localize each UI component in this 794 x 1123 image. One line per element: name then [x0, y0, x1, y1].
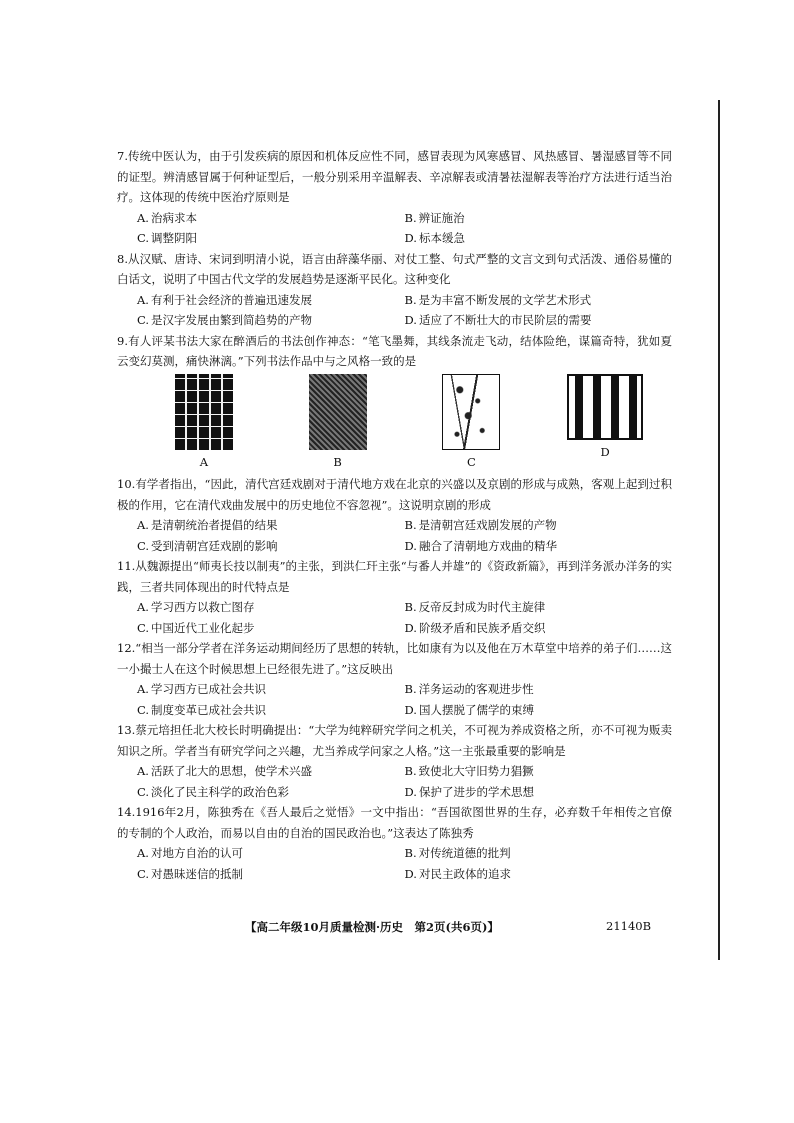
page-edge-line — [718, 100, 720, 960]
option-c[interactable] — [137, 782, 405, 803]
option-letter: C. — [137, 784, 150, 799]
question-10 — [117, 474, 672, 556]
calligraphy-sample-b[interactable] — [271, 374, 405, 473]
option-text: 标本缓急 — [418, 231, 465, 245]
paper-code: 21140B — [606, 919, 652, 933]
option-a[interactable] — [137, 597, 405, 618]
question-stem: 8.从汉赋、唐诗、宋词到明清小说，语言由辞藻华丽、对仗工整、句式严整的文言文到句式活泼、通俗易懂的白话文，说明了中国古代文学的发展趋势是逐渐平民化。这种变化 — [117, 251, 672, 286]
question-list — [117, 146, 672, 884]
option-letter: D. — [404, 702, 417, 717]
calligraphy-image-regular-script — [175, 374, 233, 450]
option-letter: D. — [404, 784, 417, 799]
option-text: 融合了清朝地方戏曲的精华 — [418, 538, 557, 553]
option-d[interactable] — [405, 228, 673, 249]
option-text: 是清朝宫廷戏剧发展的产物 — [418, 518, 557, 532]
option-d[interactable] — [405, 310, 673, 331]
option-a[interactable] — [137, 208, 405, 229]
option-letter: B. — [404, 600, 417, 614]
option-text: 制度变革已成社会共识 — [151, 702, 267, 717]
option-letter: B. — [404, 518, 417, 532]
option-letter: A. — [137, 682, 149, 696]
option-a[interactable] — [137, 761, 405, 782]
calligraphy-sample-d[interactable] — [538, 374, 672, 473]
option-letter: C. — [137, 313, 150, 327]
option-d[interactable] — [405, 782, 673, 803]
option-letter: C. — [137, 231, 150, 245]
option-text: 对地方自治的认可 — [150, 846, 243, 860]
option-text: 对民主政体的追求 — [418, 866, 511, 881]
question-9 — [117, 331, 672, 473]
option-letter: D. — [404, 538, 417, 553]
option-d[interactable] — [405, 536, 673, 557]
question-stem: 11.从魏源提出“师夷长技以制夷”的主张，到洪仁玕主张“与番人并雄”的《资政新篇》，再到洋务派办洋务的实践，三者共同体现出的时代特点是 — [117, 559, 672, 594]
option-letter: B. — [404, 210, 417, 225]
option-b[interactable] — [405, 597, 673, 618]
option-text: 对传统道德的批判 — [418, 846, 511, 860]
option-letter: C. — [137, 538, 150, 553]
question-stem: 14.1916年2月，陈独秀在《吾人最后之觉悟》一文中指出：“吾国欲图世界的生存，必弃数千年相传之官僚的专制的个人政治，而易以自由的自治的国民政治也。”这表达了陈独秀 — [117, 805, 672, 840]
option-text: 辨证施治 — [418, 210, 465, 225]
option-list — [117, 208, 672, 249]
question-11 — [117, 556, 672, 638]
calligraphy-image-cursive-script — [442, 374, 500, 450]
option-list — [117, 515, 672, 556]
option-c[interactable] — [137, 618, 405, 639]
option-letter: B. — [404, 764, 417, 778]
option-letter: A. — [137, 518, 149, 532]
option-text: 是清朝统治者提倡的结果 — [150, 518, 278, 532]
question-stem: 9.有人评某书法大家在醉酒后的书法创作神态：“笔飞墨舞，其线条流走飞动，结体险绝，谋篇奇特，犹如夏云变幻莫测，痛快淋漓。”下列书法作品中与之风格一致的是 — [117, 333, 672, 368]
question-12 — [117, 638, 672, 720]
calligraphy-sample-a[interactable] — [137, 374, 271, 473]
option-text: 中国近代工业化起步 — [151, 620, 255, 635]
calligraphy-image-bold-script — [567, 374, 643, 440]
option-letter: A. — [137, 846, 149, 860]
option-b[interactable] — [405, 761, 673, 782]
option-text: 保护了进步的学术思想 — [418, 784, 534, 799]
option-text: 阶级矛盾和民族矛盾交织 — [418, 620, 546, 635]
question-8 — [117, 249, 672, 331]
question-13 — [117, 720, 672, 802]
option-letter: C. — [137, 702, 150, 717]
calligraphy-samples — [117, 372, 672, 473]
option-letter: B. — [404, 292, 417, 307]
option-text: 学习西方已成社会共识 — [150, 682, 266, 696]
option-letter: D. — [404, 620, 417, 635]
option-letter: C. — [137, 620, 150, 635]
option-letter: A. — [137, 764, 149, 778]
option-letter: D. — [404, 231, 417, 245]
question-7 — [117, 146, 672, 249]
calligraphy-sample-c[interactable] — [405, 374, 539, 473]
option-text: 受到清朝宫廷戏剧的影响 — [151, 538, 278, 553]
option-d[interactable] — [405, 618, 673, 639]
option-text: 反帝反封成为时代主旋律 — [418, 600, 546, 614]
option-c[interactable] — [137, 864, 405, 885]
option-list — [117, 597, 672, 638]
option-b[interactable] — [405, 290, 673, 311]
question-14 — [117, 802, 672, 884]
option-text: 国人摆脱了儒学的束缚 — [418, 702, 534, 717]
option-letter: D. — [404, 866, 417, 881]
option-text: 淡化了民主科学的政治色彩 — [151, 784, 290, 799]
option-a[interactable] — [137, 290, 405, 311]
option-letter: B. — [404, 846, 417, 860]
option-list — [117, 290, 672, 331]
sample-label: C — [466, 454, 476, 469]
option-b[interactable] — [405, 515, 673, 536]
option-a[interactable] — [137, 515, 405, 536]
footer-title: 【高二年级10月质量检测·历史 第2页(共6页)】 — [245, 920, 499, 934]
option-d[interactable] — [405, 700, 673, 721]
option-letter: C. — [137, 866, 150, 881]
option-d[interactable] — [405, 864, 673, 885]
option-b[interactable] — [405, 679, 673, 700]
question-stem: 10.有学者指出，“因此，清代宫廷戏剧对于清代地方戏在北京的兴盛以及京剧的形成与成熟，客观上起到过积极的作用，它在清代戏曲发展中的历史地位不容忽视”。这说明京剧的形成 — [117, 477, 672, 512]
option-text: 学习西方以救亡图存 — [150, 600, 255, 614]
option-text: 对愚昧迷信的抵制 — [151, 866, 244, 881]
option-text: 有利于社会经济的普遍迅速发展 — [150, 292, 312, 307]
question-stem: 13.蔡元培担任北大校长时明确提出：“大学为纯粹研究学问之机关，不可视为养成资格之所，亦不可视为贩卖知识之所。学者当有研究学问之兴趣，尤当养成学问家之人格。”这一主张最重要的影响是 — [117, 723, 672, 758]
sample-label: A — [199, 454, 209, 469]
option-b[interactable] — [405, 843, 673, 864]
option-text: 治病求本 — [150, 210, 197, 225]
option-text: 活跃了北大的思想，使学术兴盛 — [150, 764, 312, 778]
option-text: 是汉字发展由繁到简趋势的产物 — [151, 313, 313, 327]
option-text: 是为丰富不断发展的文学艺术形式 — [418, 292, 592, 307]
option-b[interactable] — [405, 208, 673, 229]
option-c[interactable] — [137, 536, 405, 557]
sample-label: B — [333, 454, 342, 469]
option-letter: B. — [404, 682, 417, 696]
question-stem: 12.“相当一部分学者在洋务运动期间经历了思想的转轨，比如康有为以及他在万木草堂中培养的弟子们……这一小撮士人在这个时候思想上已经很先进了。”这反映出 — [117, 641, 672, 676]
option-text: 适应了不断壮大的市民阶层的需要 — [418, 313, 592, 327]
option-text: 致使北大守旧势力猖獗 — [418, 764, 534, 778]
option-a[interactable] — [137, 843, 405, 864]
option-letter: D. — [404, 313, 417, 327]
option-c[interactable] — [137, 310, 405, 331]
option-text: 洋务运动的客观进步性 — [418, 682, 534, 696]
option-a[interactable] — [137, 679, 405, 700]
option-c[interactable] — [137, 228, 405, 249]
option-list — [117, 679, 672, 720]
question-stem: 7.传统中医认为，由于引发疾病的原因和机体反应性不同，感冒表现为风寒感冒、风热感冒、暑湿感冒等不同的证型。辨清感冒属于何种证型后，一般分别采用辛温解表、辛凉解表或清暑祛湿解表等治疗方法进行适当治疗。这体现的传统中医治疗原则是 — [117, 149, 672, 204]
option-letter: A. — [137, 600, 149, 614]
sample-label: D — [600, 444, 610, 459]
option-letter: A. — [137, 210, 149, 225]
option-c[interactable] — [137, 700, 405, 721]
option-letter: A. — [137, 292, 149, 307]
option-list — [117, 761, 672, 802]
option-list — [117, 843, 672, 884]
option-text: 调整阴阳 — [151, 231, 198, 245]
calligraphy-image-dark-rubbing — [309, 374, 367, 450]
